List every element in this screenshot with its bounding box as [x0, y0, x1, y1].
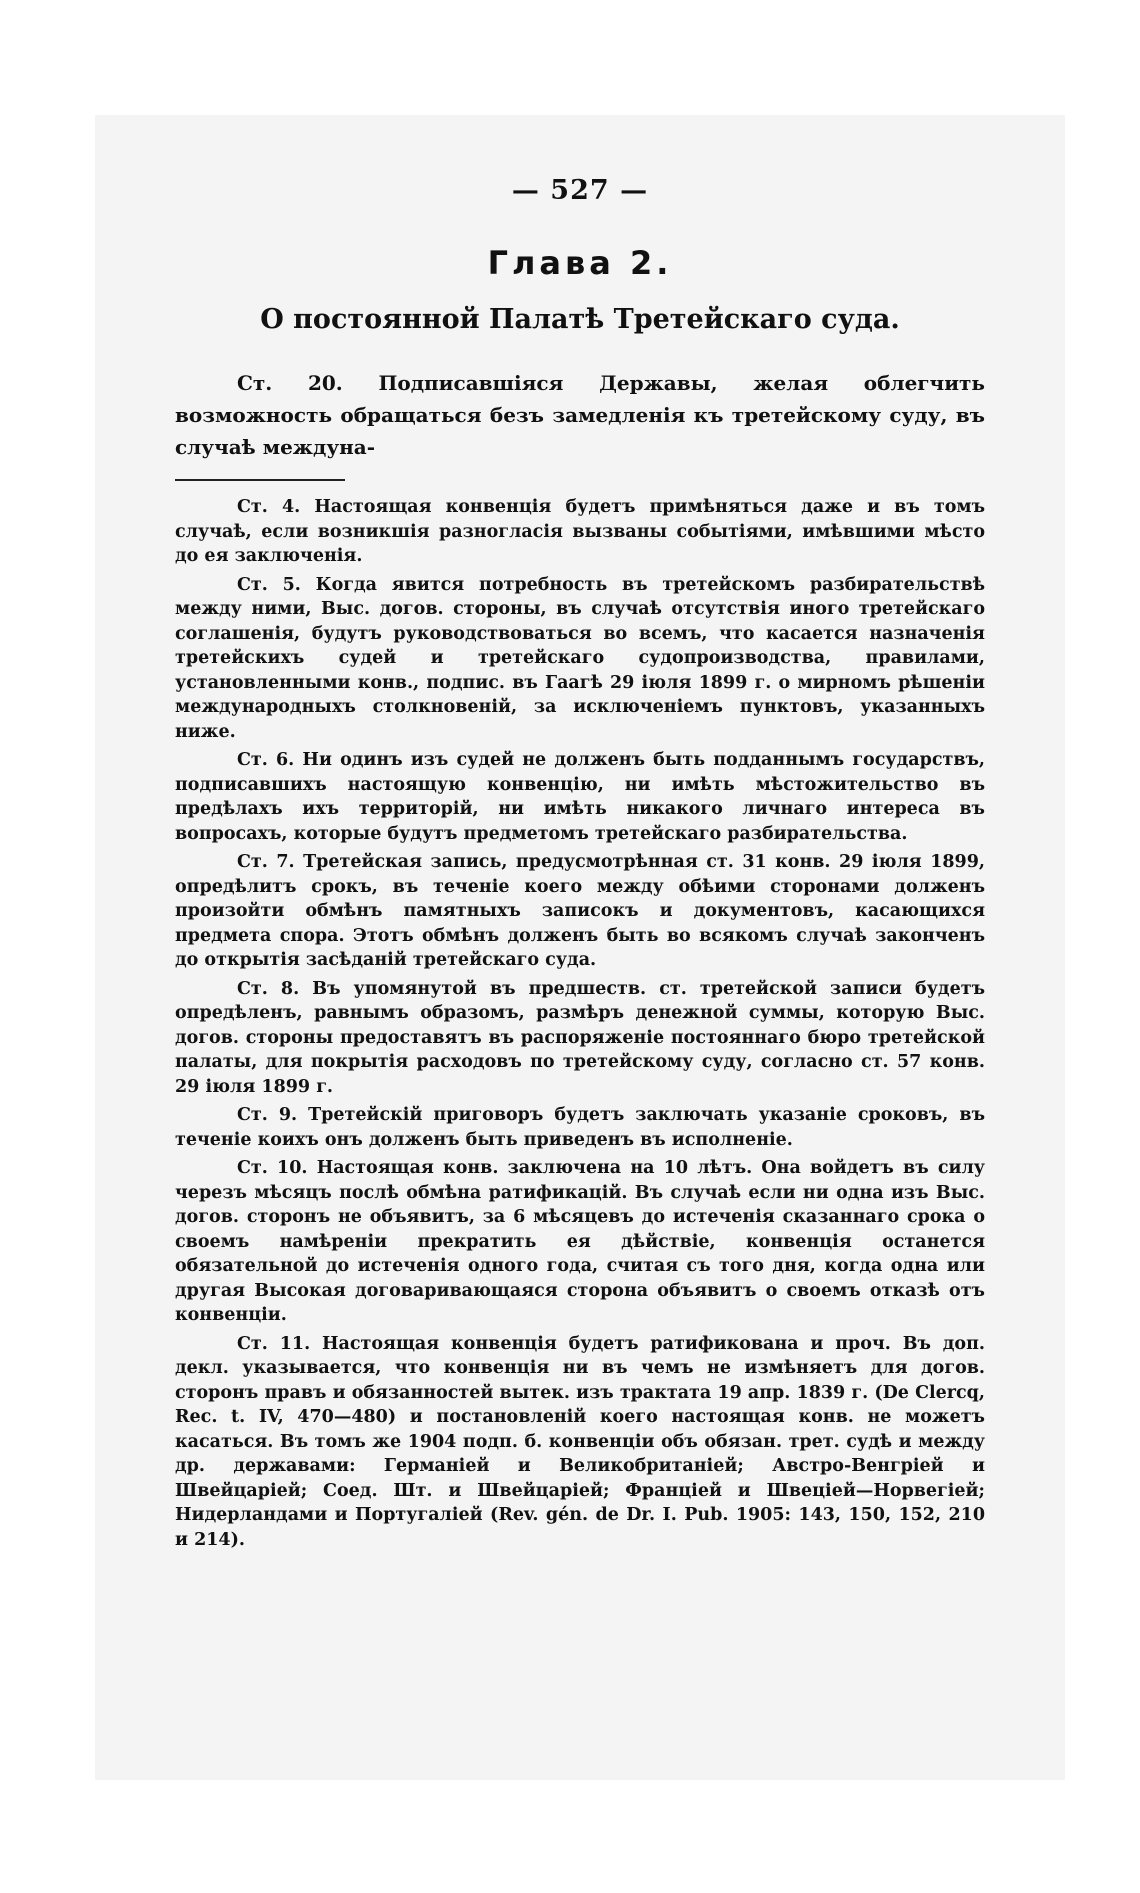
article-20-text: Ст. 20. Подписавшіяся Державы, желая облегчить возможность обращаться безъ замедленія къ третейскому суду, въ случаѣ междуна- [175, 371, 985, 459]
footnotes [175, 495, 985, 1552]
page-number: — 527 — [511, 175, 649, 206]
footnote-article-8: Ст. 8. Въ упомянутой въ предшеств. ст. третейской записи будетъ опредѣленъ, равнымъ образомъ, размѣръ денежной суммы, которую Выс. догов. стороны предоставятъ въ распоряженіе постояннаго бюро третейской палаты, для покрытія расходовъ по третейскому суду, согласно ст. 57 конв. 29 іюля 1899 г. [175, 978, 985, 1097]
chapter-title: Глава 2. [487, 244, 673, 282]
footnote-article-6: Ст. 6. Ни одинъ изъ судей не долженъ быть подданнымъ государствъ, подписавшихъ настоящую конвенцію, ни имѣть мѣстожительство въ предѣлахъ ихъ территорій, ни имѣть никакого личнаго интереса въ вопросахъ, которые будутъ предметомъ третейскаго разбирательства. [175, 750, 985, 844]
footnote-separator [175, 479, 345, 481]
chapter-subtitle: О постоянной Палатѣ Третейскаго суда. [260, 304, 900, 335]
footnote-article-5: Ст. 5. Когда явится потребность въ третейскомъ разбирательствѣ между ними, Выс. догов. стороны, въ случаѣ отсутствія иного третейскаго соглашенія, будутъ руководствоваться во всемъ, что касается назначенія третейскихъ судей и третейскаго судопроизводства, правилами, установленными конв., подпис. въ Гаагѣ 29 іюля 1899 г. о мирномъ рѣшеніи международныхъ столкновеній, за исключеніемъ пунктовъ, указанныхъ ниже. [175, 574, 985, 742]
footnote-article-4: Ст. 4. Настоящая конвенція будетъ примѣняться даже и въ томъ случаѣ, если возникшія разногласія вызваны событіями, имѣвшими мѣсто до ея заключенія. [175, 497, 985, 566]
footnote-article-7: Ст. 7. Третейская запись, предусмотрѣнная ст. 31 конв. 29 іюля 1899, опредѣлитъ срокъ, въ теченіе коего между обѣими сторонами долженъ произойти обмѣнъ памятныхъ записокъ и документовъ, касающихся предмета спора. Этотъ обмѣнъ долженъ быть во всякомъ случаѣ законченъ до открытія засѣданій третейскаго суда. [175, 852, 985, 970]
footnote-article-9: Ст. 9. Третейскій приговоръ будетъ заключать указаніе сроковъ, въ теченіе коихъ онъ долженъ быть приведенъ въ исполненіе. [175, 1105, 985, 1150]
footnote-article-10: Ст. 10. Настоящая конв. заключена на 10 лѣтъ. Она войдетъ въ силу черезъ мѣсяцъ послѣ обмѣна ратификацій. Въ случаѣ если ни одна изъ Выс. догов. сторонъ не объявитъ, за 6 мѣсяцевъ до истеченія сказаннаго срока о своемъ намѣреніи прекратить ея дѣйствіе, конвенція останется обязательной до истеченія одного года, считая съ того дня, когда одна или другая Высокая договаривающаяся сторона объявитъ о своемъ отказѣ отъ конвенціи. [175, 1158, 985, 1325]
document-page [95, 115, 1065, 1780]
page-content [175, 175, 985, 1556]
footnote-article-11: Ст. 11. Настоящая конвенція будетъ ратификована и проч. Въ доп. декл. указывается, что конвенція ни въ чемъ не измѣняетъ для догов. сторонъ правъ и обязанностей вытек. изъ трактата 19 апр. 1839 г. (De Clercq, Rec. t. IV, 470—480) и постановленій коего настоящая конв. не можетъ касаться. Въ томъ же 1904 подп. б. конвенціи объ обязан. трет. судѣ и между др. державами: Германіей и Великобританіей; Австро-Венгріей и Швейцаріей; Соед. Шт. и Швейцаріей; Франціей и Швеціей—Норвегіей; Нидерландами и Португаліей (Rev. gén. de Dr. I. Pub. 1905: 143, 150, 152, 210 и 214). [175, 1333, 985, 1550]
